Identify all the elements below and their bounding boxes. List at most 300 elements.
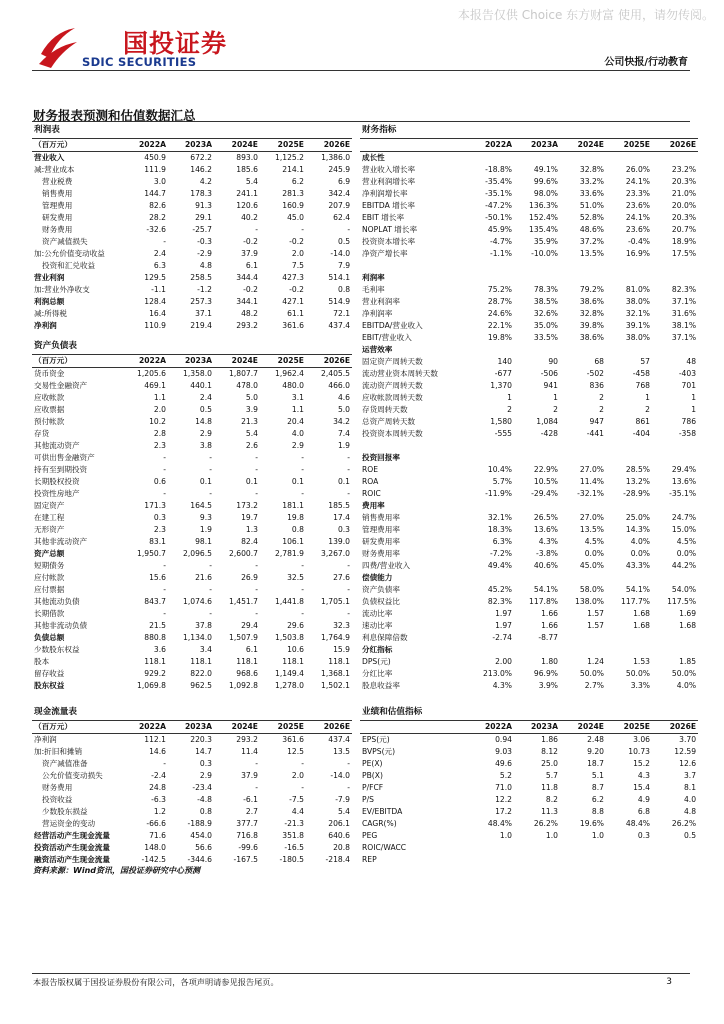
balance-row-value: 3.6 bbox=[153, 645, 166, 654]
balance-row-label: 交易性金融资产 bbox=[34, 381, 88, 390]
cashflow-row-value: 24.8 bbox=[149, 783, 166, 792]
ratios-row-value: 43.3% bbox=[625, 561, 650, 570]
valuation-row-value: 25.0 bbox=[541, 759, 558, 768]
ratios-row bbox=[360, 356, 698, 368]
income-row-label: 销售费用 bbox=[42, 189, 73, 198]
valuation-row-value: 1.0 bbox=[591, 831, 604, 840]
balance-row-label: 其他非流动负债 bbox=[34, 621, 88, 630]
valuation-unit bbox=[360, 721, 468, 734]
ratios-row bbox=[360, 308, 698, 320]
ratios-row-value: 13.5% bbox=[579, 249, 604, 258]
income-row-value: 28.2 bbox=[149, 213, 166, 222]
ratios-row-label: 流动比率 bbox=[362, 609, 393, 618]
ratios-row bbox=[360, 332, 698, 344]
income-row-label: 利润总额 bbox=[34, 297, 65, 306]
cashflow-title: 现金流量表 bbox=[34, 707, 77, 717]
ratios-row-value bbox=[560, 632, 606, 644]
cashflow-row-value: 112.1 bbox=[144, 735, 166, 744]
ratios-row bbox=[360, 500, 698, 512]
ratios-row-value: 82.3% bbox=[671, 285, 697, 294]
ratios-row bbox=[360, 224, 698, 236]
income-row bbox=[32, 164, 352, 176]
ratios-row-value: 27.0% bbox=[579, 465, 604, 474]
income-row-value: 258.5 bbox=[190, 273, 212, 282]
ratios-row-value bbox=[606, 572, 652, 584]
balance-row-value: 0.1 bbox=[199, 477, 212, 486]
cashflow-row-label: 资产减值准备 bbox=[42, 759, 88, 768]
balance-row bbox=[32, 476, 352, 488]
valuation-row-value: 0.5 bbox=[683, 831, 697, 840]
income-row-value: 281.3 bbox=[282, 189, 304, 198]
income-row-value: -0.2 bbox=[289, 237, 304, 246]
balance-row-value: 21.6 bbox=[195, 573, 212, 582]
cashflow-row-value: 640.6 bbox=[328, 831, 351, 840]
ratios-year-2023A: 2023A bbox=[514, 139, 560, 152]
balance-row-value: 10.6 bbox=[287, 645, 304, 654]
header-rule bbox=[32, 70, 690, 71]
ratios-row-value: 23.2% bbox=[671, 165, 697, 174]
ratios-row-label: 投资资本周转天数 bbox=[362, 429, 423, 438]
ratios-row bbox=[360, 524, 698, 536]
ratios-row-value bbox=[606, 644, 652, 656]
balance-row-value: 1,074.6 bbox=[183, 597, 212, 606]
income-row-value: 450.9 bbox=[144, 153, 166, 162]
ratios-row-value: 25.0% bbox=[625, 513, 650, 522]
balance-row-value: 2.8 bbox=[153, 429, 166, 438]
ratios-row-value: 32.1% bbox=[487, 513, 512, 522]
ratios-row-value: 38.6% bbox=[579, 333, 604, 342]
balance-row-value: 1,441.8 bbox=[275, 597, 304, 606]
ratios-row-value: 13.6% bbox=[533, 525, 558, 534]
income-row-label: 减:营业成本 bbox=[34, 165, 75, 174]
income-row-value: 110.9 bbox=[144, 321, 166, 330]
cashflow-row-value: - bbox=[255, 759, 258, 768]
income-row-value: 160.9 bbox=[282, 201, 304, 210]
ratios-row-label: ROA bbox=[362, 477, 379, 486]
cashflow-row-value: -21.3 bbox=[284, 819, 304, 828]
income-row-value: 40.2 bbox=[241, 213, 258, 222]
income-row-value: 128.4 bbox=[144, 297, 166, 306]
ratios-row-value: 11.4% bbox=[579, 477, 604, 486]
ratios-row-value bbox=[468, 440, 514, 452]
balance-row-value: 0.3 bbox=[337, 525, 351, 534]
balance-row bbox=[32, 644, 352, 656]
cashflow-row-value: 293.2 bbox=[236, 735, 258, 744]
balance-row-value: - bbox=[163, 489, 166, 498]
ratios-row-value bbox=[652, 152, 698, 165]
cashflow-row-value: -6.1 bbox=[243, 795, 258, 804]
balance-row bbox=[32, 500, 352, 512]
cashflow-row-value: 37.9 bbox=[241, 771, 258, 780]
brand-name-en: SDIC SECURITIES bbox=[82, 55, 197, 69]
balance-row-value: - bbox=[301, 465, 304, 474]
income-row-value: 178.3 bbox=[190, 189, 212, 198]
cashflow-row-value: -99.6 bbox=[238, 843, 258, 852]
valuation-row-value: 5.1 bbox=[591, 771, 604, 780]
balance-row-label: 长期股权投资 bbox=[34, 477, 80, 486]
valuation-row-value: 0.3 bbox=[637, 831, 650, 840]
ratios-row-value: 18.3% bbox=[487, 525, 512, 534]
valuation-row-value: 17.2 bbox=[495, 807, 512, 816]
ratios-row-value: 117.5% bbox=[667, 597, 697, 606]
ratios-row-label: EBIT 增长率 bbox=[362, 213, 405, 222]
balance-row-value: 2.9 bbox=[291, 441, 304, 450]
ratios-row-label: 营业收入增长率 bbox=[362, 165, 416, 174]
ratios-row-value: 38.1% bbox=[671, 321, 697, 330]
ratios-row-value: -35.1% bbox=[485, 189, 512, 198]
income-row-value: -0.3 bbox=[197, 237, 212, 246]
balance-row-label: 投资性房地产 bbox=[34, 489, 80, 498]
ratios-row-value: 13.5% bbox=[579, 525, 604, 534]
ratios-row-value bbox=[468, 344, 514, 356]
balance-row bbox=[32, 536, 352, 548]
valuation-row bbox=[360, 854, 698, 866]
balance-row-value: 171.3 bbox=[144, 501, 166, 510]
ratios-row-value bbox=[560, 344, 606, 356]
income-title: 利润表 bbox=[34, 125, 60, 135]
cashflow-row-value: - bbox=[163, 759, 166, 768]
valuation-row-value: 10.73 bbox=[628, 747, 650, 756]
ratios-row-value bbox=[560, 572, 606, 584]
balance-row-value: 118.1 bbox=[144, 657, 166, 666]
ratios-row bbox=[360, 260, 698, 272]
income-row-value: 72.1 bbox=[333, 309, 351, 318]
ratios-row-value: 4.5% bbox=[584, 537, 604, 546]
cashflow-row bbox=[32, 758, 352, 770]
ratios-unit bbox=[360, 139, 468, 152]
ratios-row-value: 1,370 bbox=[490, 381, 512, 390]
ratios-row-value: 20.7% bbox=[671, 225, 697, 234]
income-year-2024E: 2024E bbox=[214, 139, 260, 152]
ratios-row-value: 3.3% bbox=[630, 681, 650, 690]
balance-year-2024E: 2024E bbox=[214, 355, 260, 368]
balance-row-value: 1,278.0 bbox=[275, 681, 304, 690]
ratios-row-label: 利息保障倍数 bbox=[362, 633, 408, 642]
balance-row-value: 4.6 bbox=[337, 393, 351, 402]
income-row-value: -1.1 bbox=[151, 285, 166, 294]
balance-row-label: 负债总额 bbox=[34, 633, 65, 642]
cashflow-row-value: 361.6 bbox=[282, 735, 304, 744]
ratios-row-value: 1 bbox=[507, 393, 512, 402]
valuation-row-value: 71.0 bbox=[495, 783, 512, 792]
balance-row-value: 469.1 bbox=[144, 381, 166, 390]
balance-row bbox=[32, 368, 352, 381]
valuation-year-2026E: 2026E bbox=[652, 721, 698, 734]
balance-row-value: - bbox=[301, 609, 304, 618]
valuation-row-value: 3.70 bbox=[679, 735, 697, 744]
valuation-row-label: PEG bbox=[362, 831, 378, 840]
balance-row-value: 3.4 bbox=[199, 645, 212, 654]
valuation-row bbox=[360, 758, 698, 770]
balance-row-label: 在建工程 bbox=[34, 513, 65, 522]
balance-row-value: 0.3 bbox=[153, 513, 166, 522]
income-row-value: 2.0 bbox=[291, 249, 304, 258]
cashflow-header-row bbox=[32, 721, 352, 734]
income-row-value: 361.6 bbox=[282, 321, 304, 330]
ratios-row-value: 45.2% bbox=[487, 585, 512, 594]
balance-row bbox=[32, 584, 352, 596]
ratios-row-value: 96.9% bbox=[533, 669, 558, 678]
ratios-row-value: 45.0% bbox=[579, 561, 604, 570]
ratios-row-value: 54.0% bbox=[671, 585, 697, 594]
ratios-row-value: 0.0% bbox=[630, 549, 650, 558]
section-rule bbox=[32, 121, 690, 122]
ratios-row-value: -47.2% bbox=[485, 201, 512, 210]
ratios-row-value: 140 bbox=[497, 357, 512, 366]
ratios-row-value: 20.0% bbox=[671, 201, 697, 210]
balance-year-2022A: 2022A bbox=[122, 355, 168, 368]
cashflow-row-value: -4.8 bbox=[197, 795, 212, 804]
balance-header-row bbox=[32, 355, 352, 368]
balance-row-value: 83.1 bbox=[149, 537, 166, 546]
valuation-row-value: 12.59 bbox=[674, 747, 697, 756]
ratios-row-value: 19.8% bbox=[487, 333, 512, 342]
ratios-row-value: 26.0% bbox=[625, 165, 650, 174]
balance-row-value: 2,405.5 bbox=[321, 369, 351, 378]
ratios-row-value: 2 bbox=[645, 405, 650, 414]
ratios-row-value: 40.6% bbox=[533, 561, 558, 570]
ratios-row-value bbox=[468, 572, 514, 584]
income-row-value: 342.4 bbox=[328, 189, 351, 198]
report-category: 公司快报/行动教育 bbox=[604, 57, 688, 68]
ratios-row-label: 毛利率 bbox=[362, 285, 385, 294]
balance-row-value: - bbox=[163, 585, 166, 594]
ratios-row-value: 1.66 bbox=[541, 609, 558, 618]
cashflow-year-2023A: 2023A bbox=[168, 721, 214, 734]
valuation-row-label: EV/EBITDA bbox=[362, 807, 403, 816]
ratios-row-value: 0.0% bbox=[584, 549, 604, 558]
cashflow-row-value: -7.5 bbox=[289, 795, 304, 804]
balance-row bbox=[32, 440, 352, 452]
ratios-row-value: 38.0% bbox=[625, 333, 650, 342]
balance-row-label: 持有至到期投资 bbox=[34, 465, 88, 474]
valuation-table bbox=[360, 705, 698, 866]
balance-row-value: 1,705.1 bbox=[321, 597, 351, 606]
income-title-row bbox=[32, 123, 352, 139]
balance-row bbox=[32, 512, 352, 524]
income-row-value: 144.7 bbox=[144, 189, 166, 198]
ratios-row-value: 1,084 bbox=[536, 417, 558, 426]
valuation-row-value: 8.2 bbox=[545, 795, 558, 804]
balance-row-label: 其他流动负债 bbox=[34, 597, 80, 606]
cashflow-row-value: 148.0 bbox=[144, 843, 166, 852]
income-row-value: 7.9 bbox=[338, 261, 351, 270]
income-row bbox=[32, 212, 352, 224]
ratios-row-value bbox=[468, 152, 514, 165]
ratios-row-value bbox=[606, 260, 652, 272]
balance-row-value: 1,962.4 bbox=[275, 369, 304, 378]
ratios-row-value bbox=[468, 644, 514, 656]
balance-row-value: 82.4 bbox=[241, 537, 258, 546]
income-row-value: 111.9 bbox=[144, 165, 166, 174]
ratios-row bbox=[360, 512, 698, 524]
valuation-row-label: CAGR(%) bbox=[362, 819, 397, 828]
ratios-title-row bbox=[360, 123, 698, 139]
balance-row-value: - bbox=[255, 585, 258, 594]
income-row-value: - bbox=[255, 225, 258, 234]
ratios-row-value: 27.0% bbox=[579, 513, 604, 522]
income-row-value: 672.2 bbox=[190, 153, 212, 162]
income-row-value: 129.5 bbox=[144, 273, 166, 282]
ratios-row-value: 32.8% bbox=[579, 165, 604, 174]
cashflow-title-row bbox=[32, 705, 352, 721]
ratios-row-label: 营业利润率 bbox=[362, 297, 400, 306]
income-row-value: 1,386.0 bbox=[321, 153, 351, 162]
income-row-value: 344.1 bbox=[236, 297, 258, 306]
balance-row-value: 27.6 bbox=[333, 573, 351, 582]
income-row bbox=[32, 272, 352, 284]
valuation-row-value: 4.9 bbox=[637, 795, 650, 804]
balance-row bbox=[32, 428, 352, 440]
brand-name-cn: 国投证券 bbox=[123, 29, 228, 58]
ratios-row-value: -358 bbox=[678, 429, 697, 438]
ratios-row-value: 6.3% bbox=[492, 537, 512, 546]
balance-row-value: - bbox=[347, 585, 351, 594]
balance-row-value: 5.0 bbox=[245, 393, 258, 402]
ratios-row-value bbox=[514, 572, 560, 584]
ratios-row-value: 24.1% bbox=[625, 213, 650, 222]
ratios-row-value: 54.1% bbox=[625, 585, 650, 594]
ratios-row-value: 49.1% bbox=[533, 165, 558, 174]
income-row-value: -14.0 bbox=[330, 249, 351, 258]
balance-row-value: - bbox=[347, 489, 351, 498]
section-title: 财务报表预测和估值数据汇总 bbox=[33, 108, 196, 123]
balance-row bbox=[32, 572, 352, 584]
ratios-row-value: 2.00 bbox=[495, 657, 512, 666]
ratios-row-label: 资产负债率 bbox=[362, 585, 400, 594]
valuation-row-label: EPS(元) bbox=[362, 735, 390, 744]
balance-unit: （百万元） bbox=[32, 355, 122, 368]
ratios-row-value: 1.97 bbox=[495, 609, 512, 618]
ratios-row-value: 14.3% bbox=[625, 525, 650, 534]
valuation-row bbox=[360, 806, 698, 818]
ratios-row-value: 117.8% bbox=[529, 597, 558, 606]
balance-row-value: 2.4 bbox=[199, 393, 212, 402]
ratios-row-label: EBITDA 增长率 bbox=[362, 201, 415, 210]
valuation-header-row bbox=[360, 721, 698, 734]
valuation-row-value: 2.48 bbox=[587, 735, 604, 744]
valuation-row-value: 11.3 bbox=[541, 807, 558, 816]
balance-row-value: 14.8 bbox=[195, 417, 212, 426]
cashflow-row bbox=[32, 818, 352, 830]
valuation-row-label: ROIC/WACC bbox=[362, 843, 407, 852]
cashflow-row bbox=[32, 746, 352, 758]
income-year-2025E: 2025E bbox=[260, 139, 306, 152]
balance-row-value: 37.8 bbox=[195, 621, 212, 630]
cashflow-row-value: 2.7 bbox=[245, 807, 258, 816]
balance-row-value: 1.1 bbox=[153, 393, 166, 402]
ratios-row-value: 20.3% bbox=[671, 177, 697, 186]
income-row bbox=[32, 236, 352, 248]
ratios-row bbox=[360, 428, 698, 440]
income-row bbox=[32, 296, 352, 308]
balance-row-value: 181.1 bbox=[282, 501, 304, 510]
ratios-row-value: 4.0% bbox=[630, 537, 650, 546]
cashflow-row-value: - bbox=[301, 759, 304, 768]
balance-row-value: 1,358.0 bbox=[183, 369, 212, 378]
cashflow-row-label: 加:折旧和摊销 bbox=[34, 747, 83, 756]
page-number: 3 bbox=[666, 977, 672, 987]
income-row-value: 7.5 bbox=[291, 261, 304, 270]
ratios-row-value: 1 bbox=[553, 393, 558, 402]
valuation-row-value bbox=[560, 842, 606, 854]
valuation-row bbox=[360, 734, 698, 747]
balance-row-value: 19.7 bbox=[241, 513, 258, 522]
balance-title-row bbox=[32, 339, 352, 355]
ratios-row-value: 98.0% bbox=[533, 189, 558, 198]
ratios-row bbox=[360, 392, 698, 404]
ratios-row-value: 57 bbox=[640, 357, 650, 366]
ratios-row-value: 21.0% bbox=[671, 189, 697, 198]
cashflow-row bbox=[32, 770, 352, 782]
ratios-row-value bbox=[560, 452, 606, 464]
ratios-row-value: 117.7% bbox=[621, 597, 650, 606]
balance-row-value: 1,950.7 bbox=[137, 549, 166, 558]
income-row-value: 219.4 bbox=[190, 321, 212, 330]
balance-row-value: - bbox=[163, 453, 166, 462]
ratios-row bbox=[360, 464, 698, 476]
balance-row-value: 2,781.9 bbox=[275, 549, 304, 558]
valuation-row bbox=[360, 818, 698, 830]
balance-row bbox=[32, 452, 352, 464]
balance-row-value: 17.4 bbox=[333, 513, 351, 522]
valuation-row-value: 4.8 bbox=[683, 807, 697, 816]
ratios-row-value: 22.1% bbox=[487, 321, 512, 330]
valuation-row-value: 5.7 bbox=[545, 771, 558, 780]
balance-row-label: 可供出售金融资产 bbox=[34, 453, 95, 462]
ratios-row-value: 48.6% bbox=[579, 225, 604, 234]
valuation-row-value bbox=[514, 854, 560, 866]
balance-row-value: 106.1 bbox=[282, 537, 304, 546]
balance-row-value: - bbox=[209, 489, 212, 498]
valuation-row-value: 19.6% bbox=[579, 819, 604, 828]
balance-row-value: 9.3 bbox=[199, 513, 212, 522]
ratios-row-value: 39.8% bbox=[579, 321, 604, 330]
ratios-row-value: 2 bbox=[599, 393, 604, 402]
ratios-row-value bbox=[652, 344, 698, 356]
income-row-value: - bbox=[163, 237, 166, 246]
income-header-row bbox=[32, 139, 352, 152]
valuation-row-value: 15.4 bbox=[633, 783, 650, 792]
ratios-row-value: 24.7% bbox=[671, 513, 697, 522]
balance-row-value: 929.2 bbox=[144, 669, 166, 678]
balance-row-value: - bbox=[209, 585, 212, 594]
cashflow-row bbox=[32, 782, 352, 794]
ratios-row-value: 44.2% bbox=[671, 561, 697, 570]
cashflow-row-value: - bbox=[255, 783, 258, 792]
ratios-row-value bbox=[652, 500, 698, 512]
cashflow-unit: （百万元） bbox=[32, 721, 122, 734]
income-row-label: 减:所得税 bbox=[34, 309, 67, 318]
ratios-row-value: 4.3% bbox=[492, 681, 512, 690]
ratios-row-label: 研发费用率 bbox=[362, 537, 400, 546]
balance-row-value: 2,600.7 bbox=[229, 549, 258, 558]
balance-row-value: 1,451.7 bbox=[229, 597, 258, 606]
ratios-row-value: -11.9% bbox=[485, 489, 512, 498]
ratios-row-value: 1 bbox=[645, 393, 650, 402]
balance-row-value: 843.7 bbox=[144, 597, 166, 606]
ratios-row-value bbox=[514, 644, 560, 656]
ratios-row bbox=[360, 152, 698, 165]
balance-row-value: - bbox=[347, 465, 351, 474]
cashflow-row-value: 11.4 bbox=[241, 747, 258, 756]
ratios-row-value: -403 bbox=[678, 369, 697, 378]
valuation-row-value: 4.3 bbox=[637, 771, 650, 780]
ratios-row bbox=[360, 380, 698, 392]
balance-row-value: 164.5 bbox=[190, 501, 212, 510]
ratios-row-value: 28.5% bbox=[625, 465, 650, 474]
valuation-row-value: 12.6 bbox=[679, 759, 697, 768]
